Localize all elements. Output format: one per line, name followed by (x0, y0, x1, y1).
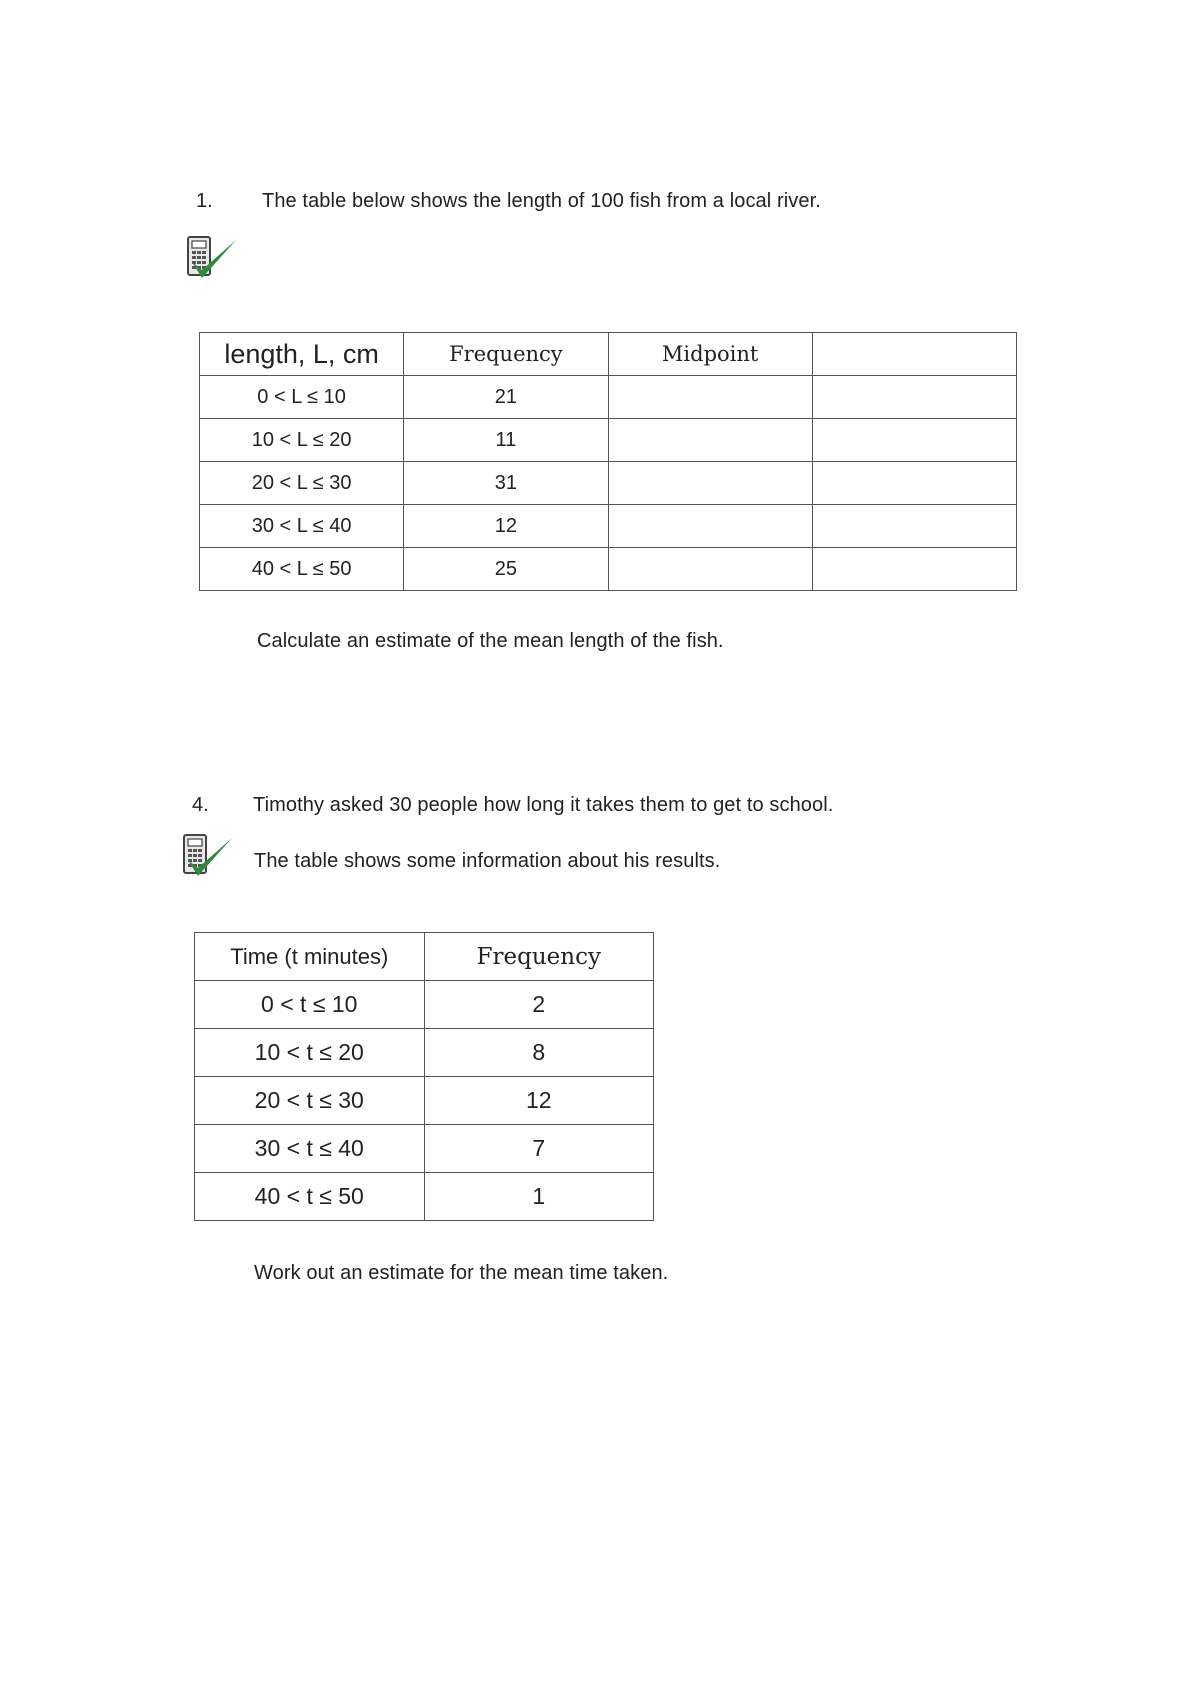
cell-frequency: 11 (404, 419, 608, 462)
question-4-instruction: Work out an estimate for the mean time taken. (254, 1262, 669, 1284)
travel-time-table (194, 932, 654, 1221)
question-4-number: 4. (192, 794, 209, 816)
fish-length-table (199, 332, 1017, 591)
cell-interval: 40 < t ≤ 50 (195, 1173, 425, 1221)
cell-midpoint (608, 419, 812, 462)
cell-frequency: 7 (424, 1125, 654, 1173)
table-row (195, 1173, 654, 1221)
cell-blank (812, 505, 1016, 548)
header-frequency: Frequency (404, 333, 608, 376)
cell-frequency: 31 (404, 462, 608, 505)
header-midpoint: Midpoint (608, 333, 812, 376)
table-header-row (200, 333, 1017, 376)
question-4-text: Timothy asked 30 people how long it takes them to get to school. (253, 794, 834, 816)
cell-interval: 10 < L ≤ 20 (200, 419, 404, 462)
question-4-subtext: The table shows some information about his results. (254, 850, 721, 872)
table-header-row (195, 933, 654, 981)
table-row (195, 1077, 654, 1125)
header-length: length, L, cm (200, 333, 404, 376)
table-row (200, 462, 1017, 505)
header-blank (812, 333, 1016, 376)
table-row (200, 505, 1017, 548)
cell-blank (812, 376, 1016, 419)
header-time: Time (t minutes) (195, 933, 425, 981)
question-1-text: The table below shows the length of 100 fish from a local river. (262, 190, 821, 212)
cell-blank (812, 548, 1016, 591)
cell-frequency: 21 (404, 376, 608, 419)
cell-midpoint (608, 505, 812, 548)
cell-frequency: 12 (424, 1077, 654, 1125)
cell-interval: 30 < L ≤ 40 (200, 505, 404, 548)
cell-blank (812, 419, 1016, 462)
table-row (200, 376, 1017, 419)
cell-interval: 20 < L ≤ 30 (200, 462, 404, 505)
cell-frequency: 12 (404, 505, 608, 548)
table-row (200, 548, 1017, 591)
cell-interval: 0 < t ≤ 10 (195, 981, 425, 1029)
cell-interval: 30 < t ≤ 40 (195, 1125, 425, 1173)
cell-interval: 10 < t ≤ 20 (195, 1029, 425, 1077)
question-1-instruction: Calculate an estimate of the mean length of the fish. (257, 630, 724, 652)
question-1-number: 1. (196, 190, 213, 212)
table-row (195, 1029, 654, 1077)
cell-frequency: 2 (424, 981, 654, 1029)
table-row (195, 981, 654, 1029)
cell-midpoint (608, 548, 812, 591)
table-row (195, 1125, 654, 1173)
calculator-check-icon (186, 234, 238, 286)
table-row (200, 419, 1017, 462)
cell-frequency: 1 (424, 1173, 654, 1221)
cell-interval: 0 < L ≤ 10 (200, 376, 404, 419)
cell-midpoint (608, 462, 812, 505)
cell-midpoint (608, 376, 812, 419)
cell-frequency: 8 (424, 1029, 654, 1077)
header-frequency: Frequency (424, 933, 654, 981)
cell-interval: 20 < t ≤ 30 (195, 1077, 425, 1125)
cell-frequency: 25 (404, 548, 608, 591)
calculator-check-icon (182, 832, 234, 884)
cell-interval: 40 < L ≤ 50 (200, 548, 404, 591)
cell-blank (812, 462, 1016, 505)
